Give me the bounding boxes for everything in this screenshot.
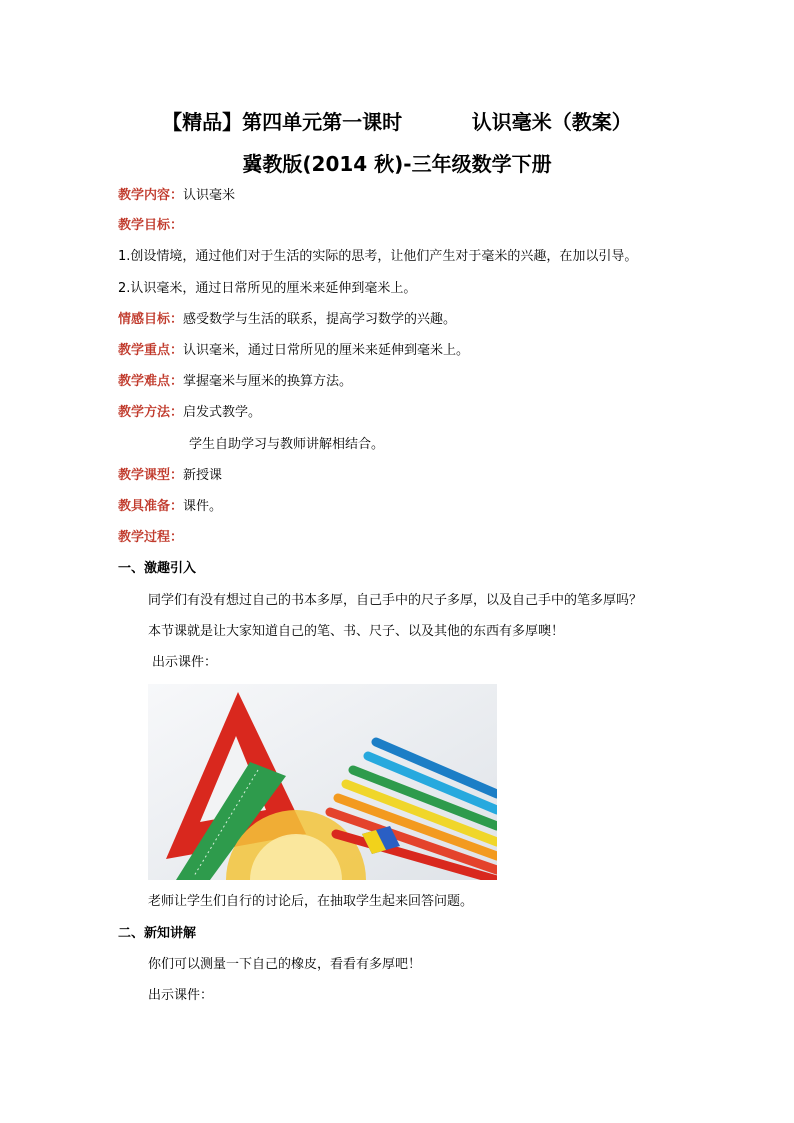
emotion-row [118, 311, 456, 329]
lesson-type-value: 新授课 [183, 468, 223, 483]
content-label: 教学内容： [118, 188, 184, 203]
section2-paragraph-2: 出示课件： [148, 988, 214, 1003]
section1-heading: 一、激趣引入 [118, 561, 197, 576]
tools-row [118, 498, 222, 516]
process-label: 教学过程： [118, 530, 184, 545]
keypoint-row [118, 342, 469, 360]
document-title: 【精品】第四单元第一课时 认识毫米（教案） [162, 110, 632, 134]
content-value: 认识毫米 [183, 188, 236, 203]
method-value-2: 学生自助学习与教师讲解相结合。 [189, 437, 385, 452]
method-value: 启发式教学。 [183, 405, 262, 420]
document-subtitle: 冀教版(2014 秋)-三年级数学下册 [242, 152, 552, 176]
goals-row [118, 217, 183, 235]
section1-paragraph-4: 老师让学生们自行的讨论后，在抽取学生起来回答问题。 [148, 894, 474, 909]
difficulty-row [118, 373, 352, 391]
lesson-type-label: 教学课型： [118, 468, 184, 483]
goals-label: 教学目标： [118, 218, 184, 233]
stationery-photo [148, 684, 497, 880]
keypoint-label: 教学重点： [118, 343, 184, 358]
goal-item-1: 1.创设情境，通过他们对于生活的实际的思考，让他们产生对于毫米的兴趣，在加以引导。 [118, 249, 638, 264]
emotion-label: 情感目标： [118, 312, 184, 327]
section1-paragraph-3: 出示课件： [152, 655, 218, 670]
emotion-value: 感受数学与生活的联系，提高学习数学的兴趣。 [183, 312, 457, 327]
lesson-type-row [118, 467, 222, 485]
section1-paragraph-1: 同学们有没有想过自己的书本多厚，自己手中的尺子多厚，以及自己手中的笔多厚吗？ [148, 593, 643, 608]
goal-item-2: 2.认识毫米，通过日常所见的厘米来延伸到毫米上。 [118, 281, 417, 296]
tools-label: 教具准备： [118, 499, 184, 514]
difficulty-label: 教学难点： [118, 374, 184, 389]
section2-heading: 二、新知讲解 [118, 926, 197, 941]
method-row [118, 404, 261, 422]
process-row [118, 529, 183, 547]
keypoint-value: 认识毫米，通过日常所见的厘米来延伸到毫米上。 [183, 343, 470, 358]
tools-value: 课件。 [183, 499, 223, 514]
content-row [118, 187, 235, 205]
difficulty-value: 掌握毫米与厘米的换算方法。 [183, 374, 353, 389]
method-label: 教学方法： [118, 405, 184, 420]
section1-paragraph-2: 本节课就是让大家知道自己的笔、书、尺子、以及其他的东西有多厚噢！ [148, 624, 565, 639]
section2-paragraph-1: 你们可以测量一下自己的橡皮，看看有多厚吧！ [148, 957, 422, 972]
